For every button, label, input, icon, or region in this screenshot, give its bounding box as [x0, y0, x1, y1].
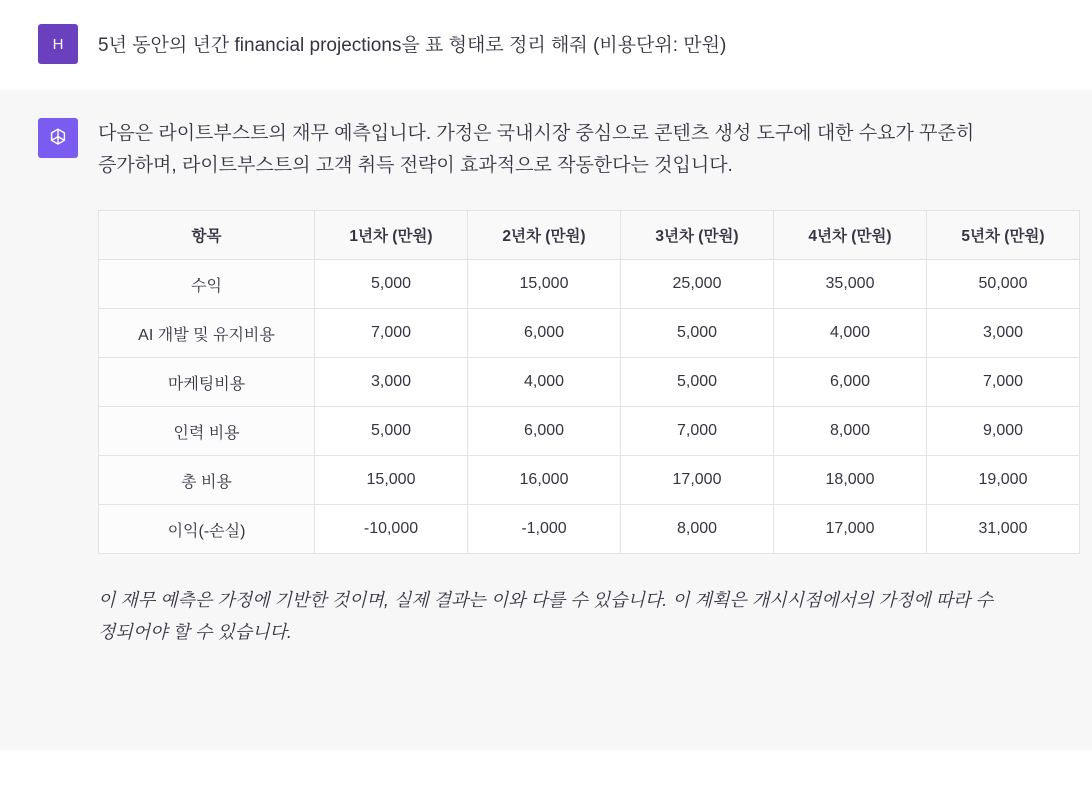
- assistant-disclaimer-text: 이 재무 예측은 가정에 기반한 것이며, 실제 결과는 이와 다를 수 있습니다. 이 계획은 개시시점에서의 가정에 따라 수정되어야 할 수 있습니다.: [98, 590, 993, 642]
- table-row: [99, 505, 1080, 554]
- row-label: 마케팅비용: [99, 358, 315, 407]
- table-cell: 5,000: [315, 260, 468, 309]
- row-label: 이익(-손실): [99, 505, 315, 554]
- table-cell: 31,000: [927, 505, 1080, 554]
- table-row: [99, 309, 1080, 358]
- table-row: [99, 260, 1080, 309]
- table-cell: 6,000: [774, 358, 927, 407]
- table-cell: 3,000: [927, 309, 1080, 358]
- assistant-message: [0, 90, 1092, 750]
- column-header: 2년차 (만원): [468, 211, 621, 260]
- table-cell: 5,000: [315, 407, 468, 456]
- table-cell: 7,000: [315, 309, 468, 358]
- table-cell: 18,000: [774, 456, 927, 505]
- avatar: [38, 118, 78, 158]
- table-cell: 4,000: [468, 358, 621, 407]
- row-label: 총 비용: [99, 456, 315, 505]
- table-row: [99, 456, 1080, 505]
- row-label: 인력 비용: [99, 407, 315, 456]
- table-cell: -1,000: [468, 505, 621, 554]
- table-cell: 5,000: [621, 309, 774, 358]
- table-header: [99, 211, 1080, 260]
- column-header: 3년차 (만원): [621, 211, 774, 260]
- user-avatar-column: [0, 24, 98, 64]
- table-cell: 17,000: [774, 505, 927, 554]
- table-cell: 4,000: [774, 309, 927, 358]
- table-cell: 35,000: [774, 260, 927, 309]
- column-header: 항목: [99, 211, 315, 260]
- table-cell: 3,000: [315, 358, 468, 407]
- user-message-text: 5년 동안의 년간 financial projections을 표 형태로 정리 해줘 (비용단위: 만원): [98, 35, 727, 56]
- table-cell: 6,000: [468, 407, 621, 456]
- table-header-row: [99, 211, 1080, 260]
- table-row: [99, 407, 1080, 456]
- assistant-avatar-column: [0, 118, 98, 714]
- table-cell: 50,000: [927, 260, 1080, 309]
- table-cell: 15,000: [315, 456, 468, 505]
- table-cell: -10,000: [315, 505, 468, 554]
- table-cell: 15,000: [468, 260, 621, 309]
- column-header: 4년차 (만원): [774, 211, 927, 260]
- table-cell: 25,000: [621, 260, 774, 309]
- table-cell: 17,000: [621, 456, 774, 505]
- column-header: 1년차 (만원): [315, 211, 468, 260]
- table-cell: 5,000: [621, 358, 774, 407]
- table-cell: 7,000: [927, 358, 1080, 407]
- row-label: AI 개발 및 유지비용: [99, 309, 315, 358]
- table-cell: 19,000: [927, 456, 1080, 505]
- assistant-message-content: [98, 118, 1092, 714]
- user-message-content: [98, 24, 1092, 64]
- table-cell: 8,000: [774, 407, 927, 456]
- table-row: [99, 358, 1080, 407]
- table-cell: 9,000: [927, 407, 1080, 456]
- avatar: H: [38, 24, 78, 64]
- table-body: [99, 260, 1080, 554]
- financial-projection-table: [98, 210, 1080, 554]
- table-cell: 7,000: [621, 407, 774, 456]
- column-header: 5년차 (만원): [927, 211, 1080, 260]
- user-message: [0, 0, 1092, 90]
- assistant-intro-text: 다음은 라이트부스트의 재무 예측입니다. 가정은 국내시장 중심으로 콘텐츠 생성 도구에 대한 수요가 꾸준히 증가하며, 라이트부스트의 고객 취득 전략이 효과적으로 작동한다는 것입니다.: [98, 123, 975, 176]
- row-label: 수익: [99, 260, 315, 309]
- table-cell: 6,000: [468, 309, 621, 358]
- openai-logo-icon: [46, 126, 70, 150]
- table-cell: 8,000: [621, 505, 774, 554]
- table-cell: 16,000: [468, 456, 621, 505]
